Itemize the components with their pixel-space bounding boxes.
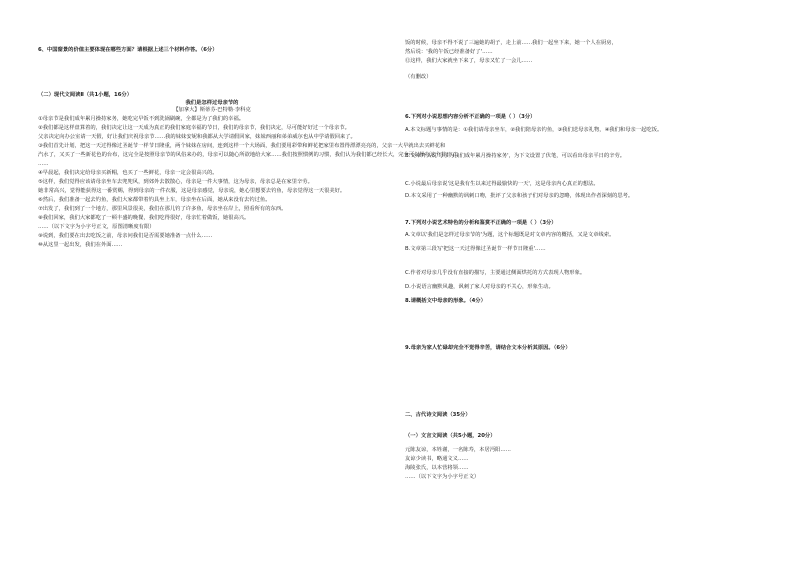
option-a: A.文章以'我们是怎样过母亲节的'为题，这个标题既是对文章内容的概括，又是文章线索。 [405,232,615,238]
para-line: ①母亲节是我们成年累月操持家务，她吃完早饭不到洗锅刷碗，全都是为了我们的幸福。 [38,116,245,122]
para-line: ⑨说到，我们要在出去吃饭之前，母亲问我们是否需要她准备一点什么…… [38,233,213,239]
para-line: 海陵张氏，以本营将领…… [405,465,469,471]
option-b: B.文章第三段写'把这一天过得像过圣诞节一样节日隆重'…… [405,246,546,252]
option-c: C.作者对母亲几乎没有直接的描写，主要通过侧面烘托的方式表现人物形象。 [405,270,586,276]
para-line: ⑥然后，我们准备一起去钓鱼，我们大家都带着钓具坐上车，母亲坐在后面，她从来没有去钓过鱼。 [38,197,271,203]
question-6b: 6.下列对小说思想内容分析不正确的一项是（ ）（3分） [405,114,536,120]
para-line: （有删改） [405,74,432,80]
para-line: 父亲决定向办公室请一天假，好让我们庆祝母亲节……我的妹妹安妮和我都从大学请假回家，妹妹西丽和弟弟威尔也从中学请假回来了。 [38,134,356,140]
option-d: D.小说语言幽默风趣，讽刺了家人对母亲的不关心，形象生动。 [405,284,554,290]
question-6: 6、中国窗景的价值主要体现在哪些方面？请根据上述三个材料作答。（6分） [38,47,218,53]
para-line: 她非常高兴，觉得能获得这一番赏赐，得到母亲的一件衣服，这是母亲感觉，母亲说，她心里想要去钓鱼，母亲觉得这一天很美好。 [38,188,346,194]
article-title: 我们是怎样过母亲节的 [185,100,239,106]
para-line: 然后说：'我的午饭已经准备好了'…… [405,49,493,55]
option-b: B.文章开头说'母亲为我们成年累月操持家务'，为下文设置了伏笔，可以看出母亲平日的辛劳。 [405,153,626,159]
para-line: ……（以下文字为小字号正文） [405,474,480,480]
para-line: 友谅少读书，略通文义…… [405,456,469,462]
article-author: 【加拿大】斯蒂芬·巴特勒·李科克 [173,107,251,113]
question-9: 9.母亲为家人忙碌却完全不觉得辛苦，请结合文本分析其原因。（6分） [405,345,571,351]
subsection-heading: （一）文言文阅读（共5小题，20分） [405,433,496,439]
question-8: 8.请概括文中母亲的形象。（4分） [405,298,486,304]
para-line: 汽水了，又买了一些新花色的台布，这完全是按照母亲节的风俗来办的，母亲可以随心所欲地给大家……我们按照惯例的习惯，我们认为我们都已经长大，完全可以操办这个节日了。 [38,152,462,158]
para-line: 饭的时候，母亲不得不说了三遍她的胡子，走上前……我们一起坐下来，她一个人在厨房， [405,40,617,46]
para-line: …… [38,161,49,167]
para-line: ⑧我们回家，我们大家都吃了一顿丰盛的晚餐，我们吃得很好，母亲忙着做饭，她很高兴。 [38,215,250,221]
para-line: ②我们都是这样盘算着的，我们决定让这一天成为真正的我们家庭幸福的节日，我们的母亲节，我们决定，尽可能好好过一个母亲节。 [38,125,350,131]
para-line: ⑩从这里一起出发，我们在外面…… [38,242,123,248]
para-line: ④早晨起，我们决定给母亲买新帽，也买了一些鲜花，母亲一定会很高兴的。 [38,170,218,176]
para-line: ……（以下文字为小字号正文，原图清晰度有限） [38,224,155,230]
para-line: ⑤这样，我们觉得应该请母亲坐车去兜兜风，到郊外去散散心，母亲是一件大事情，这为母亲，母亲总是在家里辛劳。 [38,179,313,185]
option-a: A.本文标题与事情的是：①我们请母亲坐车，②我们陪母亲钓鱼，③我们送母亲礼物，④我们和母亲一起吃饭。 [405,127,663,133]
question-7: 7.下列对小说艺术特色的分析和鉴赏不正确的一项是（ ）（3分） [405,220,557,226]
para-line: ⑫这样，我们大家就坐下来了，母亲又忙了一会儿…… [405,58,533,64]
section-heading: 二、古代诗文阅读（35分） [405,412,471,418]
section-heading: （二）现代文阅读Ⅱ（共1小题，16分） [38,92,133,98]
option-c: C.小说最后母亲说'这是我有生以来过得最愉快的一天'，这是母亲内心真正的想法。 [405,181,599,187]
para-line: ③我们首先计划，把这一天过得像过圣诞节一样节日隆重，两个妹妹在房间，连到这样一个大场面，我们要用彩带和鲜花把家里布置得漂漂亮亮的，父亲一大早就出去买鲜花和 [38,143,446,149]
para-line: 元陈友谅，本姓谢，一名陈寿，本居沔阳…… [405,447,511,453]
para-line: ⑦出发了，我们到了一个地方，那里风景很美，我们在那儿钓了许多鱼，母亲坐在岸上，照看所有的东西。 [38,206,287,212]
option-d: D.本文采用了一种幽默的讽刺口吻，批评了父亲和孩子们对母亲的忽略，体现出作者深刻的思考。 [405,193,634,199]
